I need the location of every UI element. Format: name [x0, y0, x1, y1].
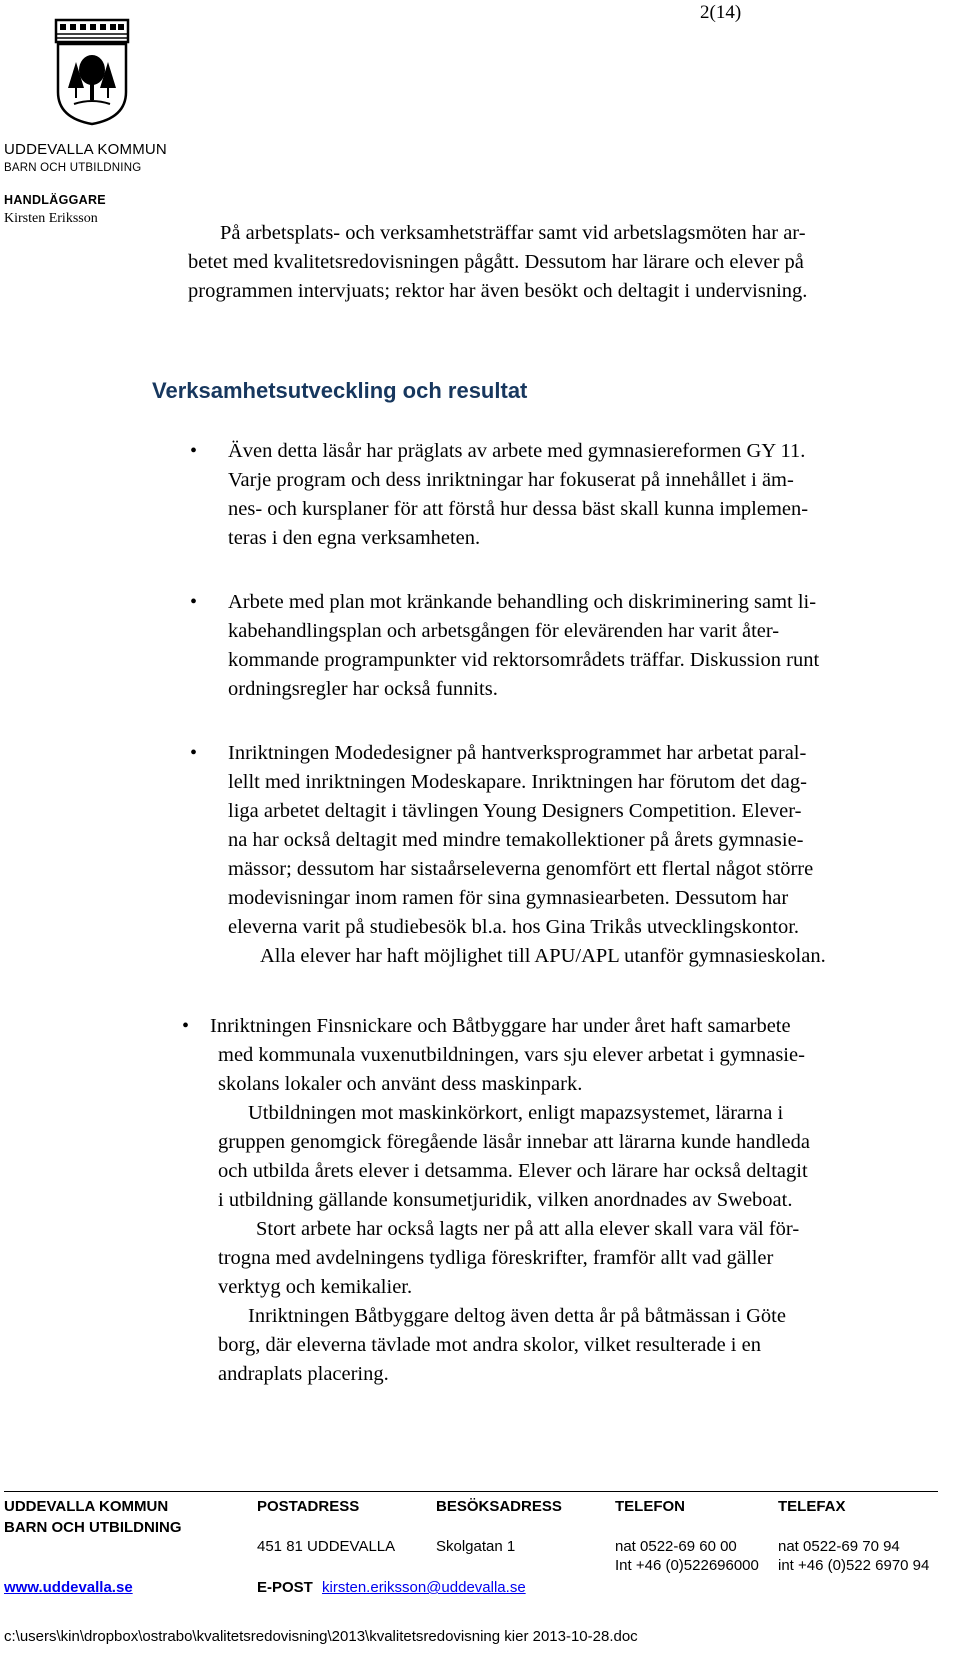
footer-phone-int: Int +46 (0)522696000	[615, 1557, 759, 1574]
bullet-dot-icon: •	[190, 591, 198, 613]
intro-paragraph	[188, 219, 936, 306]
bullet-line: Arbete med plan mot kränkande behandling och diskriminering samt li-	[228, 591, 817, 613]
bullet-line: gruppen genomgick föregående läsår innebar att lärarna kunde handleda	[218, 1131, 810, 1153]
bullet-dot-icon: •	[182, 1015, 190, 1037]
intro-line: programmen intervjuats; rektor har även besökt och deltagit i undervisning.	[188, 280, 808, 302]
bullet-line: Stort arbete har också lagts ner på att alla elever skall vara väl för-	[256, 1218, 800, 1240]
footer-postal-value: 451 81 UDDEVALLA	[257, 1538, 396, 1555]
bullet-line: teras i den egna verksamheten.	[228, 527, 481, 549]
header-department: BARN OCH UTBILDNING	[4, 162, 142, 174]
bullet-line: trogna med avdelningens tydliga föreskrifter, framför allt vad gäller	[218, 1247, 774, 1269]
bullet-line: skolans lokaler och använt dess maskinpark.	[218, 1073, 583, 1095]
bullet-line: verktyg och kemikalier.	[218, 1276, 413, 1298]
bullet-line: liga arbetet deltagit i tävlingen Young Designers Competition. Elever-	[228, 800, 802, 822]
footer-org-name: UDDEVALLA KOMMUN	[4, 1498, 169, 1515]
footer-file-path: c:\users\kin\dropbox\ostrabo\kvalitetsredovisning\2013\kvalitetsredovisning kier 2013-10-28.doc	[4, 1628, 638, 1645]
bullet-line: lellt med inriktningen Modeskapare. Inriktningen har förutom det dag-	[228, 771, 807, 793]
bullet-line: mässor; dessutom har sistaårseleverna genomfört ett flertal något större	[228, 858, 814, 880]
handler-name: Kirsten Eriksson	[4, 211, 98, 226]
footer-fax-int: int +46 (0)522 6970 94	[778, 1557, 930, 1574]
bullet-dot-icon: •	[190, 440, 198, 462]
bullet-line: Inriktningen Båtbyggare deltog även detta år på båtmässan i Göte	[248, 1305, 786, 1327]
bullet-line: Inriktningen Finsnickare och Båtbyggare har under året haft samarbete	[210, 1015, 791, 1037]
section-heading: Verksamhetsutveckling och resultat	[152, 378, 528, 403]
footer-website-link[interactable]: www.uddevalla.se	[4, 1579, 133, 1596]
footer-fax-label: TELEFAX	[778, 1498, 846, 1515]
bullet-line: och utbilda årets elever i detsamma. Elever och lärare har också deltagit	[218, 1160, 808, 1182]
intro-line: På arbetsplats- och verksamhetsträffar samt vid arbetslagsmöten har ar-	[220, 222, 806, 244]
bullet-line: nes- och kursplaner för att förstå hur dessa bäst skall kunna implemen-	[228, 498, 809, 520]
footer-visit-value: Skolgatan 1	[436, 1538, 516, 1555]
bullet-line: i utbildning gällande konsumetjuridik, vilken anordnades av Sweboat.	[218, 1189, 793, 1211]
footer-email-link[interactable]: kirsten.eriksson@uddevalla.se	[322, 1579, 526, 1596]
footer-divider	[4, 1491, 938, 1492]
footer-fax-nat: nat 0522-69 70 94	[778, 1538, 900, 1555]
footer-org-department: BARN OCH UTBILDNING	[4, 1519, 182, 1536]
bullet-line: med kommunala vuxenutbildningen, vars sju elever arbetat i gymnasie-	[218, 1044, 805, 1066]
bullet-line: andraplats placering.	[218, 1363, 389, 1385]
intro-line: betet med kvalitetsredovisningen pågått. Dessutom har lärare och elever på	[188, 251, 804, 273]
page-number: 2(14)	[700, 2, 742, 23]
footer-visit-label: BESÖKSADRESS	[436, 1498, 562, 1515]
bullet-line: borg, där eleverna tävlade mot andra skolor, vilket resulterade i en	[218, 1334, 761, 1356]
footer-phone-nat: nat 0522-69 60 00	[615, 1538, 737, 1555]
bullet-line: modevisningar inom ramen för sina gymnasiearbeten. Dessutom har	[228, 887, 789, 909]
bullet-line: eleverna varit på studiebesök bl.a. hos Gina Trikås utvecklingskontor.	[228, 916, 800, 938]
bullet-line: kabehandlingsplan och arbetsgången för elevärenden har varit åter-	[228, 620, 780, 642]
bullet-line: kommande programpunkter vid rektorsområdets träffar. Diskussion runt	[228, 649, 820, 671]
bullet-line: Alla elever har haft möjlighet till APU/APL utanför gymnasieskolan.	[260, 945, 826, 967]
bullet-line: Inriktningen Modedesigner på hantverksprogrammet har arbetat paral-	[228, 742, 807, 764]
bullet-line: ordningsregler har också funnits.	[228, 678, 498, 700]
header-organization: UDDEVALLA KOMMUN	[4, 141, 167, 158]
footer-email-label: E-POST	[257, 1579, 313, 1596]
handler-label: HANDLÄGGARE	[4, 193, 106, 207]
bullet-line: Varje program och dess inriktningar har fokuserat på innehållet i äm-	[228, 469, 794, 491]
footer-phone-label: TELEFON	[615, 1498, 685, 1515]
footer-postal-label: POSTADRESS	[257, 1498, 360, 1515]
bullet-line: Utbildningen mot maskinkörkort, enligt mapazsystemet, lärarna i	[248, 1102, 784, 1124]
municipal-crest-logo	[54, 18, 130, 126]
bullet-dot-icon: •	[190, 742, 198, 764]
bullet-line: Även detta läsår har präglats av arbete med gymnasiereformen GY 11.	[228, 440, 806, 462]
bullet-line: na har också deltagit med mindre temakollektioner på årets gymnasie-	[228, 829, 804, 851]
